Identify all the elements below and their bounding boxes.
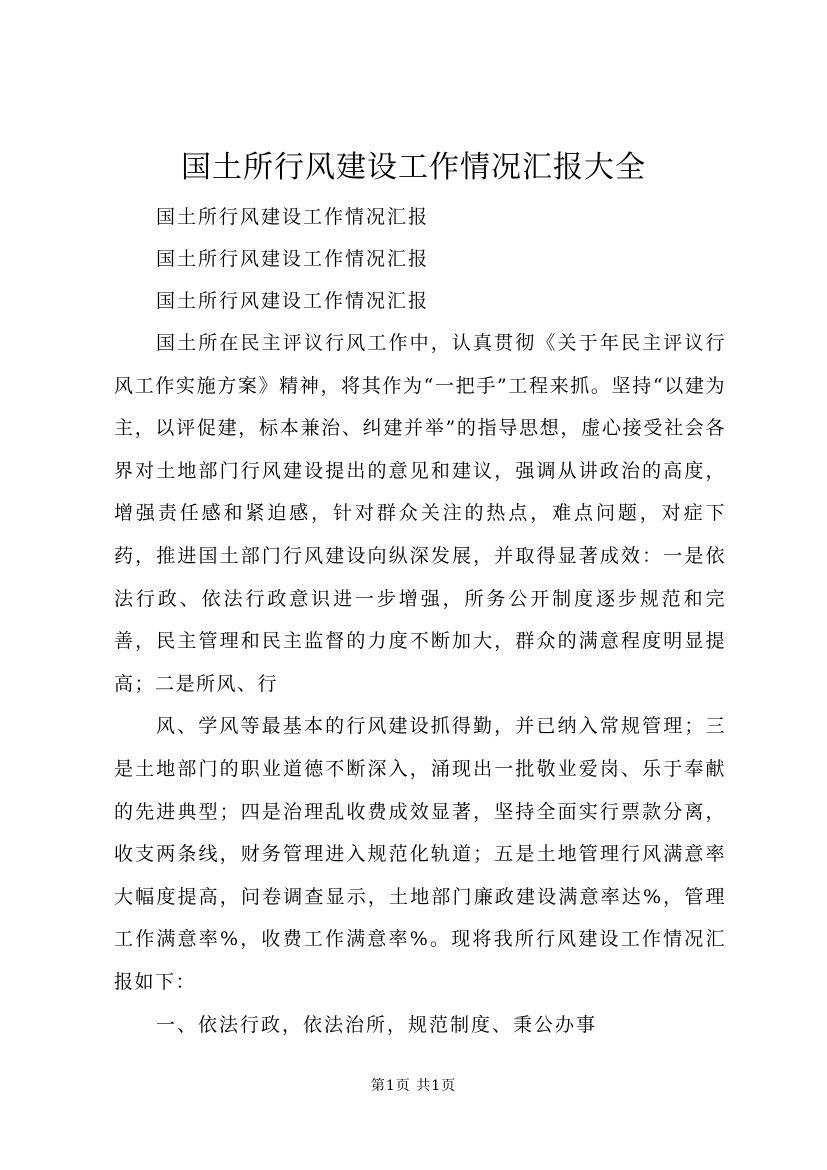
page-number-footer: 第1页 共1页 <box>370 1078 457 1094</box>
subheading: 国土所行风建设工作情况汇报 <box>156 290 430 312</box>
body-paragraph: 国土所在民主评议行风工作中，认真贯彻《关于年民主评议行风工作实施方案》精神，将其作为“一把手”工程来抓。坚持“以建为主，以评促建，标本兼治、纠建并举”的指导思想，虚心接受社会各界对土地部门行风建设提出的意见和建议，强调从讲政治的高度，增强责任感和紧迫感，针对群众关注的热点，难点问题，对症下药，推进国土部门行风建设向纵深发展，并取得显著成效：一是依法行政、依法行政意识进一步增强，所务公开制度逐步规范和完善，民主管理和民主监督的力度不断加大，群众的满意程度明显提高；二是所风、行 <box>114 332 726 695</box>
subheading: 国土所行风建设工作情况汇报 <box>156 206 430 228</box>
document-body <box>114 196 726 1046</box>
section-heading: 一、依法行政，依法治所，规范制度、秉公办事 <box>156 1013 598 1036</box>
subheading: 国土所行风建设工作情况汇报 <box>156 248 430 270</box>
document-title: 国土所行风建设工作情况汇报大全 <box>181 150 646 185</box>
body-paragraph: 风、学风等最基本的行风建设抓得勤，并已纳入常规管理；三是土地部门的职业道德不断深入，涌现出一批敬业爱岗、乐于奉献的先进典型；四是治理乱收费成效显著，坚持全面实行票款分离，收支两条线，财务管理进入规范化轨道；五是土地管理行风满意率大幅度提高，问卷调查显示，土地部门廉政建设满意率达%，管理工作满意率%，收费工作满意率%。现将我所行风建设工作情况汇报如下： <box>114 715 726 993</box>
